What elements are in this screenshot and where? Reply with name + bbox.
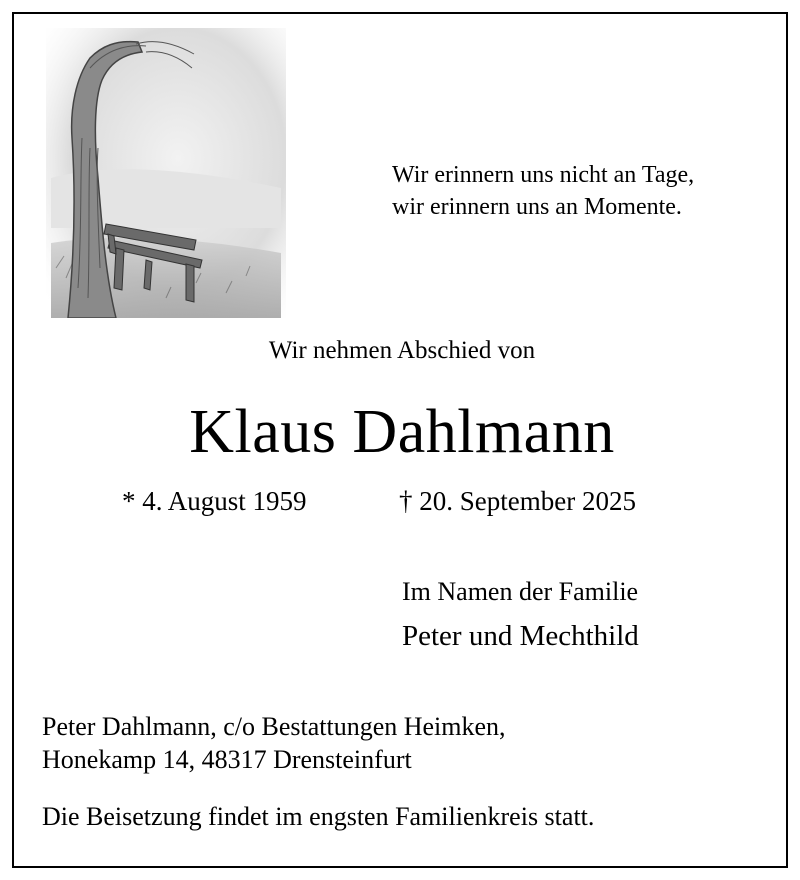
address-line-2: Honekamp 14, 48317 Drensteinfurt [42, 745, 412, 774]
family-intro: Im Namen der Familie [402, 577, 639, 606]
family-names: Peter und Mechthild [402, 620, 639, 652]
memorial-quote [392, 159, 694, 223]
deceased-name: Klaus Dahlmann [189, 398, 615, 466]
obituary-notice [12, 12, 788, 868]
tree-bench-illustration [46, 28, 286, 318]
quote-line-2: wir erinnern uns an Momente. [392, 194, 682, 220]
farewell-intro: Wir nehmen Abschied von [268, 337, 536, 364]
burial-note: Die Beisetzung findet im engsten Familienkreis statt. [42, 802, 595, 831]
death-date: † 20. September 2025 [399, 486, 636, 516]
address-line-1: Peter Dahlmann, c/o Bestattungen Heimken, [42, 712, 506, 741]
contact-address [42, 710, 506, 776]
birth-date: * 4. August 1959 [122, 486, 307, 516]
quote-line-1: Wir erinnern uns nicht an Tage, [392, 162, 695, 188]
